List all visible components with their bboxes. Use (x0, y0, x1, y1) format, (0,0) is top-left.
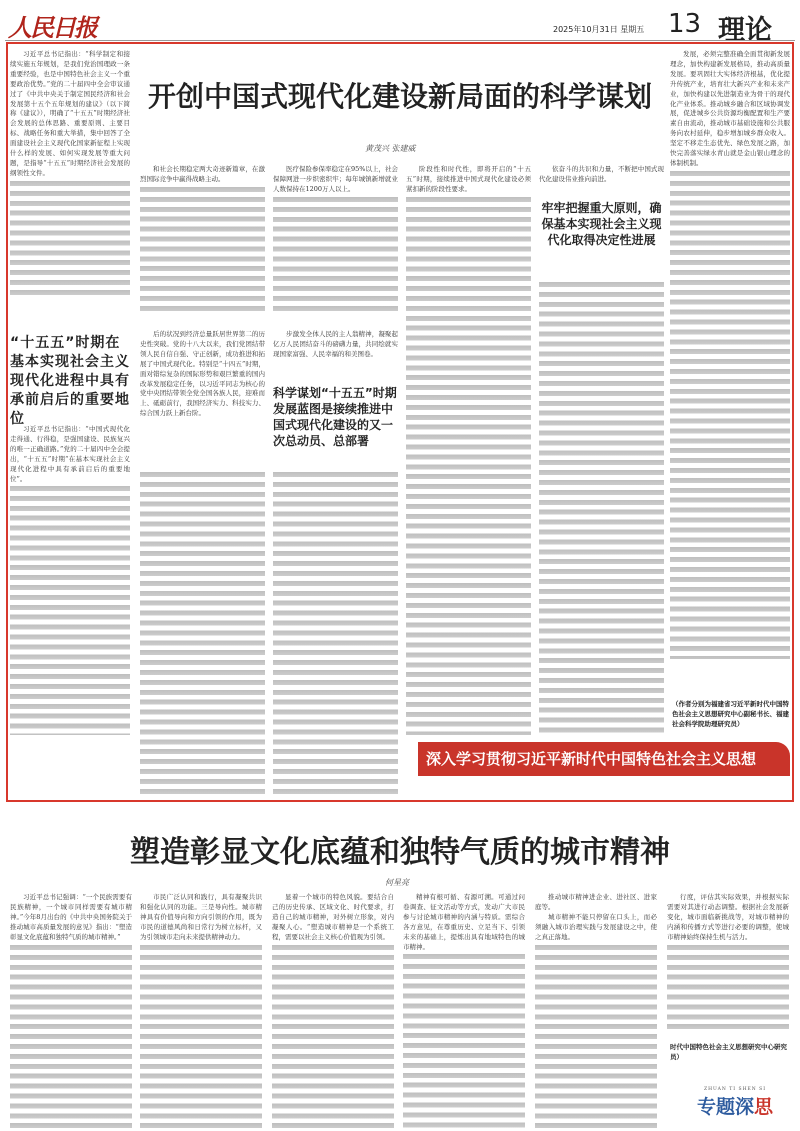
article2-column-4: 精神有根可循、有源可溯。可通过问卷调查、征文活动等方式，发动广大市民参与讨论城市精神的内涵与特质。需综合各方意见，在尊重历史、立足当下、引领未来的基础上，提炼出具有地域特色的城市精神。 (403, 893, 525, 1131)
article1-column-2: 和社会长期稳定两大奇迹新篇章，在激烈国际竞争中赢得战略主动。 (140, 165, 265, 320)
article2-column-1: 习近平总书记强调：“一个民族需要有民族精神，一个城市同样需要有城市精神。”今年8月出台的《中共中央国务院关于推动城市高质量发展的意见》指出：“塑造彰显文化底蕴和独特气质的城市精神。” (10, 893, 132, 1131)
article1-column-3b: 步激发全体人民的主人翁精神，凝聚起亿万人民团结奋斗的磅礴力量，共同绘就实现国家富强、人民幸福的和美图卷。 (273, 330, 398, 358)
divider (5, 40, 795, 41)
article1-subhead-1: “十五五”时期在基本实现社会主义现代化进程中具有承前启后的重要地位 (10, 335, 130, 427)
article1-subhead-2: 牢牢把握重大原则，确保基本实现社会主义现代化取得决定性进展 (541, 201, 662, 247)
article1-column-1b: 习近平总书记指出：“中国式现代化走得通、行得稳，是强国建设、民族复兴的唯一正确道路。”党的二十届四中全会提出，“十五五”时期“在基本实现社会主义现代化进程中具有承前启后的重要地位”。 (10, 425, 130, 735)
article1-column-4: 阶段性和时代性，即将开启的“十五五”时期，接续推进中国式现代化建设必须紧扣新的阶段性要求。 (406, 165, 531, 735)
article1-column-2c (140, 470, 265, 795)
article1-column-5: 依奋斗的共识和力量，不断把中国式现代化建设伟业推向前进。 (539, 165, 664, 183)
column-logo: ZHUAN TI SHEN SI 专题深思 (696, 1087, 774, 1118)
article1-subhead-3: 科学谋划“十五五”时期发展蓝图是接续推进中国式现代化建设的又一次总动员、总部署 (273, 386, 397, 448)
article2-column-5: 推动城市精神进企业、进社区、进家庭等。 城市精神不能只停留在口头上，而必须融入城市治理实践与发展建设之中，使之真正落地。 (535, 893, 657, 1131)
article2-headline: 塑造彰显文化底蕴和独特气质的城市精神 (130, 835, 670, 870)
article2-column-6: 行度，评估其实际效果，并根据实际需要对其进行动态调整。根据社会发展新变化，城市面临新挑战等，对城市精神的内涵和传播方式等进行必要的调整，使城市精神始终保持生机与活力。 (667, 893, 789, 1033)
article2-author-note: 时代中国特色社会主义思想研究中心研究员） (670, 1043, 787, 1061)
series-banner: 深入学习贯彻习近平新时代中国特色社会主义思想 (418, 742, 790, 776)
page-number: 13 (668, 9, 702, 39)
article1-column-2b: 后的状况到经济总量跃居世界第二的历史性突破。党的十八大以来，我们党团结带领人民自信自强、守正创新，成功推进和拓展了中国式现代化。特别是“十四五”时期，面对错综复杂的国际形势和艰巨繁重的国内改革发展稳定任务，以习近平同志为核心的党中央团结带领全党全国各族人民，迎难而上、砥砺前行，我国经济实力、科技实力、综合国力跃上新台阶。 (140, 330, 265, 418)
article2-column-3: 显着一个城市的特色风貌。要结合自己的历史传承、区域文化、时代要求，打造自己的城市精神，对外树立形象，对内凝聚人心。“塑造城市精神是一个系统工程，需要以社会主义核心价值观为引领。 (272, 893, 394, 1131)
section-title: 理论 (718, 15, 772, 46)
article1-column-6: 发展，必须完整准确全面贯彻新发展理念，加快构建新发展格局，推动高质量发展。要巩固壮大实体经济根基，优化提升传统产业，培育壮大新兴产业和未来产业，加快构建以先进制造业为骨干的现代化产业体系。推动城乡融合和区域协调发展，促进城乡公共资源均衡配置和生产要素自由流动，推动城市基础设施和公共服务向农村延伸，稳步增加城乡群众收入。坚定不移走生态优先、绿色发展之路，加快完善落实绿水青山就是金山银山理念的体制机制。 (670, 50, 790, 695)
article1-column-5b (539, 280, 664, 735)
article1-column-3c (273, 470, 398, 795)
article1-column-3: 医疗保险参保率稳定在95%以上，社会保障网进一步织密织牢；每年城镇新增就业人数保持在1200万人以上。 (273, 165, 398, 320)
article1-authors: 黄茂兴 张建威 (365, 144, 416, 153)
article1-author-note: （作者分别为福建省习近平新时代中国特色社会主义思想研究中心副秘书长、福建社会科学院助理研究员） (672, 700, 789, 728)
article1-headline: 开创中国式现代化建设新局面的科学谋划 (147, 80, 652, 113)
issue-date: 2025年10月31日 星期五 (553, 25, 645, 34)
article2-column-2: 市民广泛认同和践行，具有凝聚共识和强化认同的功能。三是导向性。城市精神具有价值导向和方向引领的作用，既为市民的道德风尚和日常行为树立标杆，又为引领城市走向未来提供精神动力。 (140, 893, 262, 1131)
article2-author: 何星亮 (385, 878, 409, 887)
newspaper-logo: 人民日报 (8, 13, 96, 42)
article1-column-1: 习近平总书记指出：“科学制定和接续实施五年规划，是我们党治国理政一条重要经验，也是中国特色社会主义一个重要政治优势。”党的二十届四中全会审议通过了《中共中央关于制定国民经济和社会发展第十五个五年规划的建议》（以下简称《建议》），明确了“十五五”时期经济社会发展的总体思路、重要原则、主要目标、战略任务和重大举措，集中回答了全面建设社会主义现代化国家新征程上实现什么样的发展、如何实现发展等重大问题，是指导“十五五”时期经济社会发展的纲领性文件。 (10, 50, 130, 325)
